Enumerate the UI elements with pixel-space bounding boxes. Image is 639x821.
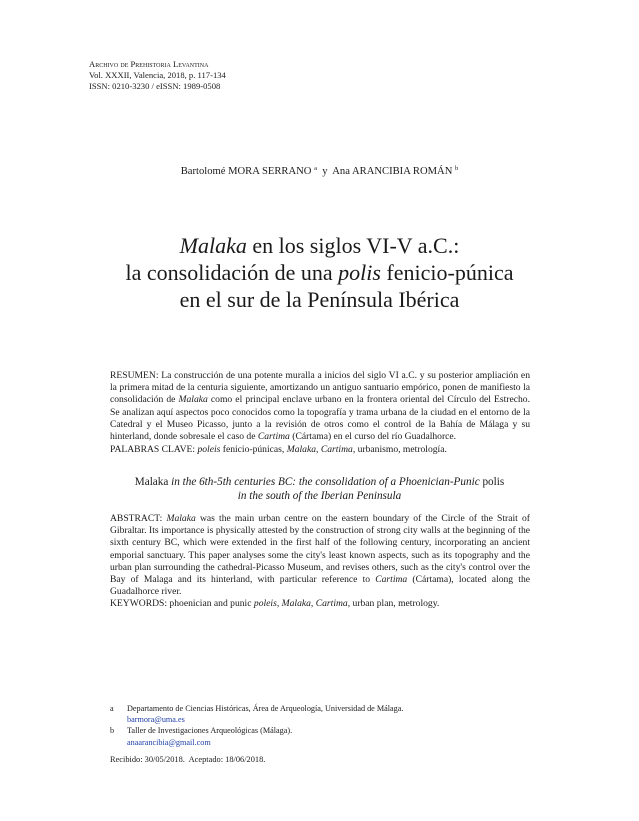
palabras-text-3: , urbanismo, metrología. bbox=[352, 444, 447, 455]
author-2: Ana ARANCIBIA ROMÁN bbox=[332, 166, 453, 177]
author-2-affiliation-mark: b bbox=[455, 165, 459, 172]
resumen-text-1: RESUMEN: La construcción de una potente muralla a inicios del siglo VI a.C. y su posterior ampliación en la primera mitad de la centuria siguiente, amortizando un antiguo santuario empórico, ponen de manifiesto la consolidación de bbox=[110, 370, 530, 406]
resumen-italic-2: Cartima bbox=[257, 431, 290, 443]
abstract-label: ABSTRACT: bbox=[110, 513, 167, 524]
footnote-text: Taller de Investigaciones Arqueológicas (Málaga). bbox=[127, 726, 293, 736]
title-line-3: en el sur de la Península Ibérica bbox=[179, 287, 460, 312]
keywords-text-1: , bbox=[276, 598, 282, 609]
title-line-2 bbox=[0, 259, 639, 286]
resumen-text-3: (Cártama) en el curso del río Guadalhorce. bbox=[289, 431, 457, 443]
english-title-line-2: in the south of the Iberian Peninsula bbox=[237, 490, 402, 502]
keywords-italic-1: poleis bbox=[253, 598, 277, 609]
title-line-1 bbox=[0, 232, 639, 259]
abstract-text-3: (Cártama), located along the Guadalhorce river. bbox=[110, 574, 530, 598]
affiliation-footnotes bbox=[110, 703, 530, 748]
journal-header bbox=[89, 59, 226, 92]
author-1-affiliation-mark: a bbox=[314, 165, 317, 172]
keywords-label: KEYWORDS: phoenician and punic bbox=[110, 598, 254, 609]
english-title-italic: in the 6th-5th centuries BC: the consolidation of a Phoenician-Punic bbox=[168, 476, 480, 488]
title-italic-polis: polis bbox=[338, 260, 381, 285]
title-italic-malaka: Malaka bbox=[179, 233, 247, 258]
abstract-paragraph bbox=[110, 513, 530, 598]
palabras-label: PALABRAS CLAVE: bbox=[110, 444, 198, 455]
keywords bbox=[110, 598, 530, 610]
abstract-text-2: was the main urban centre on the eastern boundary of the Circle of the Strait of Gibraltar. Its importance is physically attested by the construction of strong city walls at the beginning of the sixth century BC, which were extended in the first half of the following century, incorporating an ancient emporial sanctuary. This paper analyses some the city's least known aspects, such as its topography and the urban plan surrounding the cathedral-Picasso Museum, and revises others, such as the city's control over the Bay of Malaga and its hinterland, with particular reference to bbox=[110, 513, 530, 586]
journal-name: Archivo de Prehistoria Levantina bbox=[89, 59, 209, 69]
abstract-italic-2: Cartima bbox=[375, 574, 408, 586]
palabras-italic-1: poleis bbox=[197, 444, 221, 455]
author-line bbox=[0, 166, 639, 177]
footnote-email-link[interactable]: barmora@uma.es bbox=[127, 715, 185, 725]
keywords-text-2: , bbox=[310, 598, 316, 609]
resumen-paragraph bbox=[110, 370, 530, 443]
keywords-text-3: , urban plan, metrology. bbox=[347, 598, 440, 609]
footnote-text: Departamento de Ciencias Históricas, Área de Arqueología, Universidad de Málaga. bbox=[127, 704, 404, 713]
article-title bbox=[0, 232, 639, 313]
title-line-1-rest: en los siglos VI-V a.C.: bbox=[246, 233, 460, 258]
english-title-polis: polis bbox=[479, 476, 505, 488]
title-line-2-b: fenicio-púnica bbox=[380, 260, 514, 285]
keywords-italic-3: Cartima bbox=[315, 598, 348, 609]
author-connector: y bbox=[319, 166, 331, 177]
english-title bbox=[0, 475, 639, 503]
volume-info: Vol. XXXII, Valencia, 2018, p. 117-134 bbox=[89, 70, 226, 80]
palabras-text-1: fenicio-púnicas, bbox=[220, 444, 287, 455]
footnote-email-link[interactable]: anaarancibia@gmail.com bbox=[127, 737, 211, 747]
title-line-2-a: la consolidación de una bbox=[125, 260, 339, 285]
english-title-line-1 bbox=[0, 475, 639, 489]
footnote-mark: a bbox=[110, 704, 114, 713]
palabras-italic-3: Cartima bbox=[320, 444, 353, 455]
resumen-text-2: como el principal enclave urbano en la frontera oriental del Círculo del Estrecho. Se analizan aquí aspectos poco conocidos como la topografía y trama urbana de la ciudad en el entorno de la Catedral y el Museo Picasso, junto a la revisión de otros como el control de la Bahía de Málaga y su hinterland, donde sobresale el caso de bbox=[110, 394, 530, 443]
footnote-a bbox=[110, 703, 530, 725]
author-1: Bartolomé MORA SERRANO bbox=[180, 166, 312, 177]
resumen-italic-1: Malaka bbox=[178, 394, 208, 406]
received-accepted-dates: Recibido: 30/05/2018. Aceptado: 18/06/2018. bbox=[110, 755, 266, 764]
footnote-mark: b bbox=[110, 726, 115, 736]
issn-line: ISSN: 0210-3230 / eISSN: 1989-0508 bbox=[89, 81, 221, 91]
palabras-clave bbox=[110, 444, 530, 456]
palabras-italic-2: Malaka bbox=[286, 444, 317, 455]
english-title-malaka: Malaka bbox=[134, 476, 169, 488]
keywords-italic-2: Malaka bbox=[281, 598, 311, 609]
abstract-italic-1: Malaka bbox=[166, 513, 196, 524]
footnote-b bbox=[110, 725, 530, 747]
palabras-text-2: , bbox=[316, 444, 321, 455]
